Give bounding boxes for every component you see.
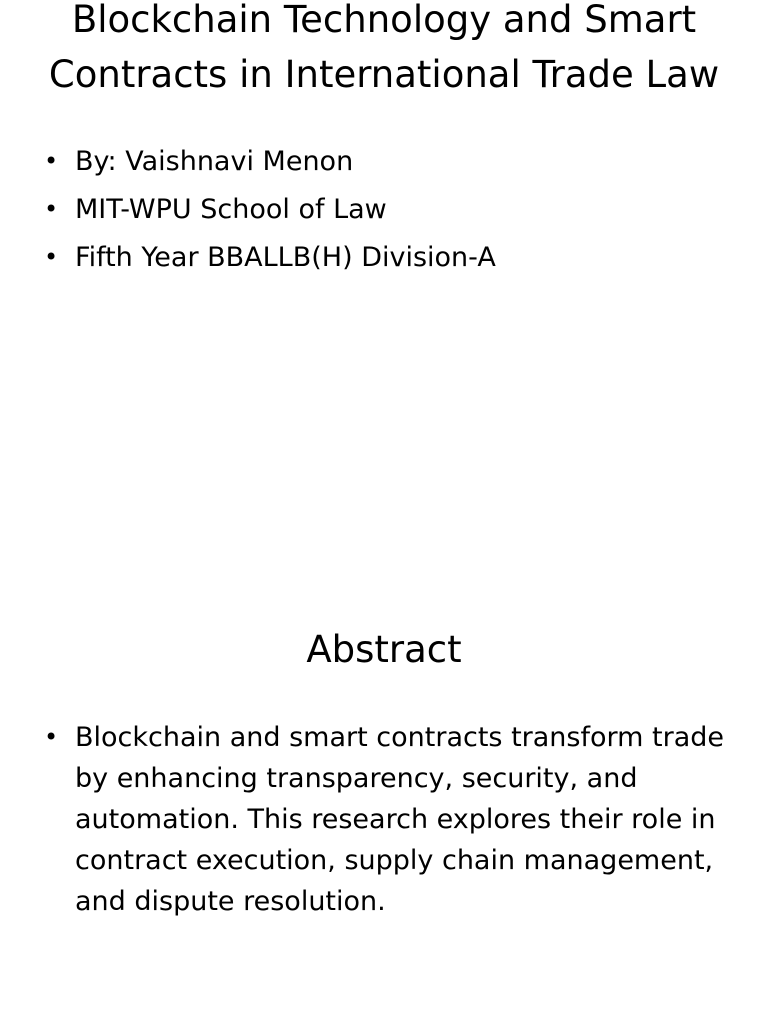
abstract-slide (0, 512, 768, 1024)
list-item (44, 717, 734, 922)
bullet-icon: • (44, 147, 59, 175)
institution-name: MIT-WPU School of Law (75, 194, 387, 225)
bullet-icon: • (44, 243, 59, 271)
slide-title: Blockchain Technology and Smart Contracts in International Trade Law (48, 0, 720, 96)
list-item (44, 237, 734, 278)
abstract-list (44, 717, 734, 922)
program-info: Fifth Year BBALLB(H) Division-A (75, 242, 496, 273)
bullet-icon: • (44, 195, 59, 223)
slide-title: Abstract (306, 628, 462, 671)
bullet-icon: • (44, 723, 59, 751)
abstract-text: Blockchain and smart contracts transform trade by enhancing transparency, security, and automation. This research explores their role in contract execution, supply chain management, and dispute resolution. (75, 722, 725, 917)
list-item (44, 141, 734, 182)
author-name: By: Vaishnavi Menon (75, 146, 354, 177)
author-info-list (44, 141, 734, 285)
list-item (44, 189, 734, 230)
